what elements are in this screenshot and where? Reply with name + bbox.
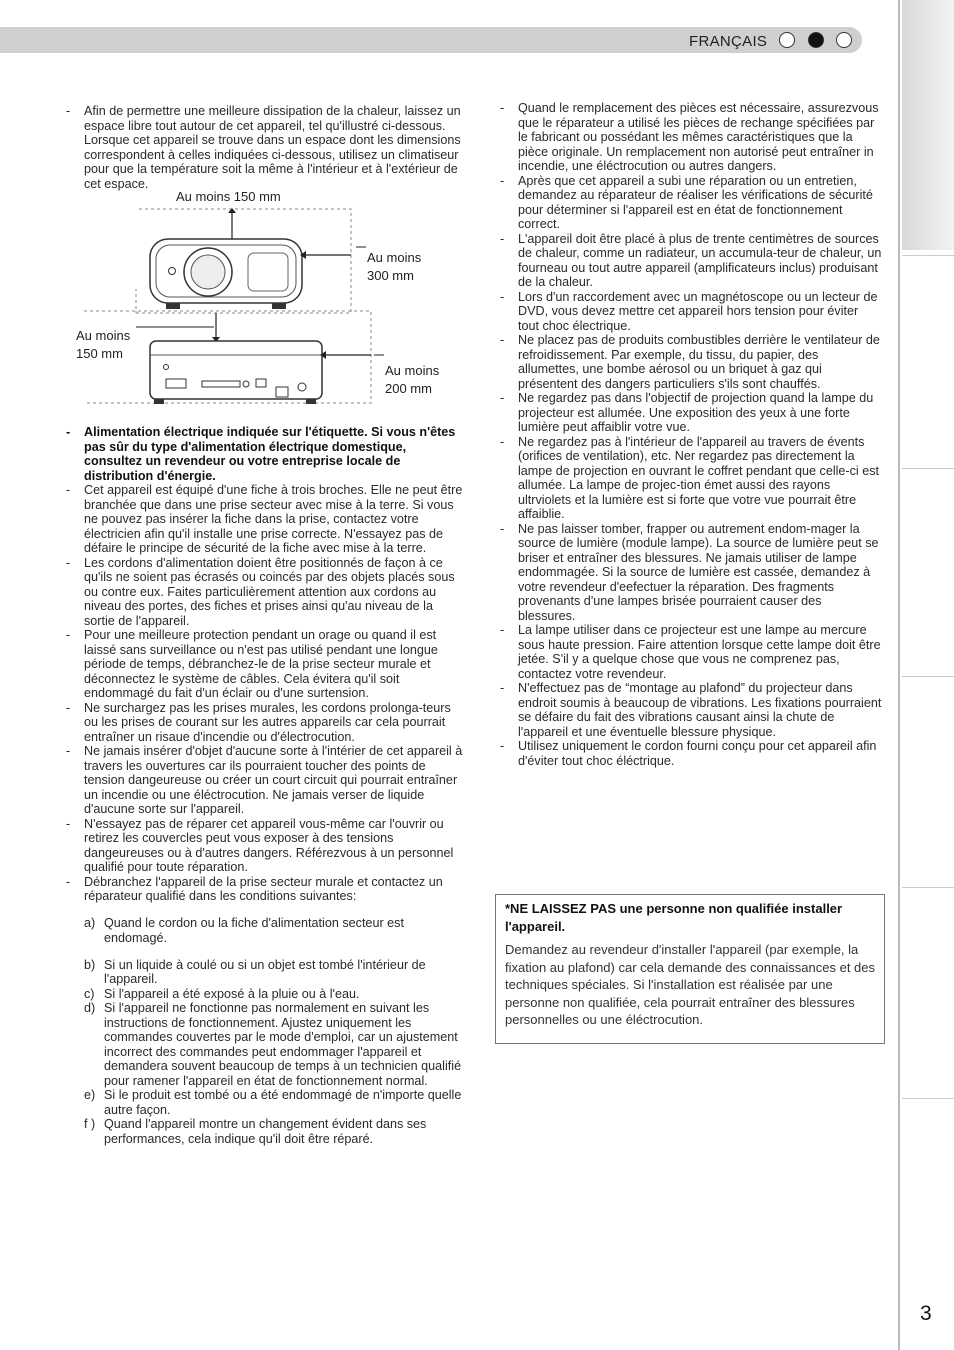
list-item: - Les cordons d'alimentation doient être positionnés de façon à ce qu'ils ne soient pas écrasés ou coincés par des objets placés sous ou contre eux. Faites particulièrement attention aux cordons au niveau des portes, des fiches et prises ainsi qu'au niveau de la sortie de l'appareil. [66, 555, 455, 628]
list-item: - Cet appareil est équipé d'une fiche à trois broches. Elle ne peut être branchée que dans une prise secteur avec mise à la terre. Si vous ne pouvez pas insérer la fiche dans la prise, contactez votre électricien afin qu'il installe une prise correcte. N'essayez pas de défaire le principe de sécurité de la fiche avec mise à la terre. [66, 483, 463, 555]
list-item: - Pour une meilleure protection pendant un orage ou quand il est laissé sans surveillance ou n'est pas utilisé pendant une longue période de temps, débranchez-le de la prise secteur murale et déconnectez le système de câbles. Cela évitera qu'il soit endommagé du fait d'un éclair ou d'une surtension. [66, 628, 438, 700]
sub-list-item: b) Si un liquide à coulé ou si un objet est tombé l'intérieur de l'appareil. [84, 957, 426, 987]
list-item: - La lampe utiliser dans ce projecteur est une lampe au mercure sous haute pression. Faire attention lorsque cette lampe doit être jetée. S'il y a quelque chose que vous ne comprenez pas, contactez votre revendeur. [500, 623, 881, 681]
list-item: - Ne placez pas de produits combustibles derrière le ventilateur de refroidissement. Par exemple, du tissu, du papier, des allumettes, une bombe aérosol ou un briquet à gaz qui présentent des dangers particuliers s'ils sont chauffés. [500, 333, 880, 391]
sub-list-item: a) Quand le cordon ou la fiche d'alimentation secteur est endomagé. [84, 916, 404, 945]
top-clearance-label: Au moins 150 mm [176, 189, 281, 204]
indicator-filled-icon [808, 32, 824, 48]
clearance-diagram [66, 191, 466, 417]
side-tab[interactable] [902, 255, 954, 466]
right-bottom-clearance-label-1: Au moins [385, 363, 440, 378]
right-top-clearance-label-2: 300 mm [367, 268, 414, 283]
list-item: - Utilisez uniquement le cordon fourni conçu pour cet appareil afin d'éviter tout choc éléctrique. [500, 739, 877, 768]
right-column [500, 101, 882, 768]
sub-list-item: d) Si l'appareil ne fonctionne pas normalement en suivant les instructions de fonctionnement. Ajustez uniquement les commandes couvertes par le mode d'emploi, car un ajustement incorrect des commandes peut endommager l'appareil et demandera souvent beaucoup de temps à un technicien qualifié pour ramener l'appareil en état de fonctionnement normal. [84, 1001, 462, 1088]
right-top-clearance-label-1: Au moins [367, 250, 422, 265]
left-clearance-label-2: 150 mm [76, 346, 123, 361]
indicator-empty-icon [836, 32, 852, 48]
notice-heading: *NE LAISSEZ PAS une personne non qualifiée installer l'appareil. [505, 901, 843, 934]
side-tab-rail [898, 0, 900, 1350]
list-item: - N'essayez pas de réparer cet appareil vous-même car l'ouvrir ou retirez les couvercles peut vous exposer à des tensions dangeureuses ou à d'autres dangers. Référezvous à un personnel qualifié pour toute réparation. [66, 816, 454, 874]
sub-list-item: e) Si le produit est tombé ou a été endommagé de n'importe quelle autre façon. [84, 1088, 462, 1117]
list-item: - Ne jamais insérer d'objet d'aucune sorte à l'intérier de cet appareil à travers les ouvertures car ils pourraient toucher des points de tension dangeureuse ou créer un court circuit qui pourrait entraîner un incendie ou une éléctrocution. Ne jamais verser de liquide d'aucune sorte sur l'appareil. [66, 744, 463, 816]
list-item: - Ne regardez pas dans l'objectif de projection quand la lampe du projecteur est allumée. Une exposition des yeux à une forte lumière peut affaiblir votre vue. [500, 391, 874, 434]
list-item: - Ne surchargez pas les prises murales, les cordons prolonga-teurs ou les prises de courant sur les autres appareils car cela pourrait entraîner un risaue d'incendie ou d'électrocution. [66, 700, 451, 744]
right-bottom-clearance-label-2: 200 mm [385, 381, 432, 396]
notice-body: Demandez au revendeur d'installer l'appareil (par exemple, la fixation au plafond) car cela demande des connaissances et des techniques spéciales. Si l'installation est réalisée par une personne non qualifiée, cela pourrait entraîner des blessures personnelles ou une éléctrocution. [505, 942, 876, 1027]
left-clearance-label-1: Au moins [76, 328, 131, 343]
side-tab[interactable] [902, 1098, 954, 1309]
installation-notice-box [495, 894, 885, 1044]
list-item: - Lors d'un raccordement avec un magnétoscope ou un lecteur de DVD, vous devez mettre cet appareil hors tension pour éviter tout choc électrique. [500, 289, 878, 333]
list-item: - Débranchez l'appareil de la prise secteur murale et contactez un réparateur qualifié dans les conditions suivantes: [66, 874, 443, 903]
side-tab[interactable] [902, 468, 954, 674]
list-item: - Alimentation électrique indiquée sur l'étiquette. Si vous n'êtes pas sûr du type d'alimentation électrique domestique, consultez un revendeur ou votre entreprise locale de distribution d'énergie. [66, 425, 456, 483]
sub-list-item: f ) Quand l'appareil montre un changement évident dans ses performances, cela indique qu'il doit être réparé. [84, 1117, 427, 1146]
list-item: - Ne pas laisser tomber, frapper ou autrement endom-mager la source de lumière (module lampe). La source de lumière peut se briser et entraîner des blessures. Ne jamais utiliser de lampe endommagée. Si la source de lumière est cassée, demandez à votre revendeur d'eefectuer la réparation. Des fragments provenants d'une lampes brisée pourraient causer des blessures. [500, 521, 879, 623]
list-item: - L'appareil doit être placé à plus de trente centimètres de sources de chaleur, comme un radiateur, un accumula-teur de chaleur, un fourneau ou tout autre appareil (amplificateurs inclus) produisant de la chaleur. [500, 231, 882, 289]
list-item: - N'effectuez pas de “montage au plafond” du projecteur dans endroit soumis à beaucoup de vibrations. Les fixations pourraient se défaire du fait des vibrations causant ainsi la chute de l'appareil et une éventuelle blessure physique. [500, 681, 882, 739]
sub-list-item: c) Si l'appareil a été exposé à la pluie ou à l'eau. [84, 986, 360, 1001]
intro-paragraph: - Afin de permettre une meilleure dissipation de la chaleur, laissez un espace libre tout autour de cet appareil, tel qu'illustré ci-dessous. Lorsque cet appareil se trouve dans un espace dont les dimensions correspondent à celles indiquées ci-dessous, utilisez un climatiseur pour que la température soit la même à l'intérieur et à l'extérieur de cet espace. [66, 104, 461, 191]
side-tab[interactable] [902, 887, 954, 1096]
side-tab[interactable] [902, 676, 954, 885]
list-item: - Quand le remplacement des pièces est nécessaire, assurezvous que le réparateur a utilisé les pièces de rechange spécifiées par le fabricant ou possédant les mêmes caractéristiques que la pièce originale. Un remplacement non autorisé peut entraîner in incendie, une éléctrocution ou autres dangers. [500, 101, 879, 173]
language-label: FRANÇAIS [689, 33, 768, 50]
list-item: - Ne regardez pas à l'intérieur de l'appareil au travers de évents (orifices de ventilation), etc. Ner regardez pas directement la lampe de projection en ouvrant le coffret pendant que celle-ci est allumée. La lampe de projec-tion émet aussi des rayons ultrviolets et la lumière est si forte que votre vue pourrait être affaiblie. [500, 434, 880, 521]
left-column [66, 104, 466, 1146]
list-item: - Après que cet appareil a subi une réparation ou un entretien, demandez au réparateur de réaliser les vérifications de sécurité pour déterminer si l'appareil est en état de fonctionnement correct. [500, 173, 873, 231]
indicator-empty-icon [779, 32, 795, 48]
page-number: 3 [920, 1302, 932, 1325]
side-tab-active[interactable] [902, 0, 954, 250]
